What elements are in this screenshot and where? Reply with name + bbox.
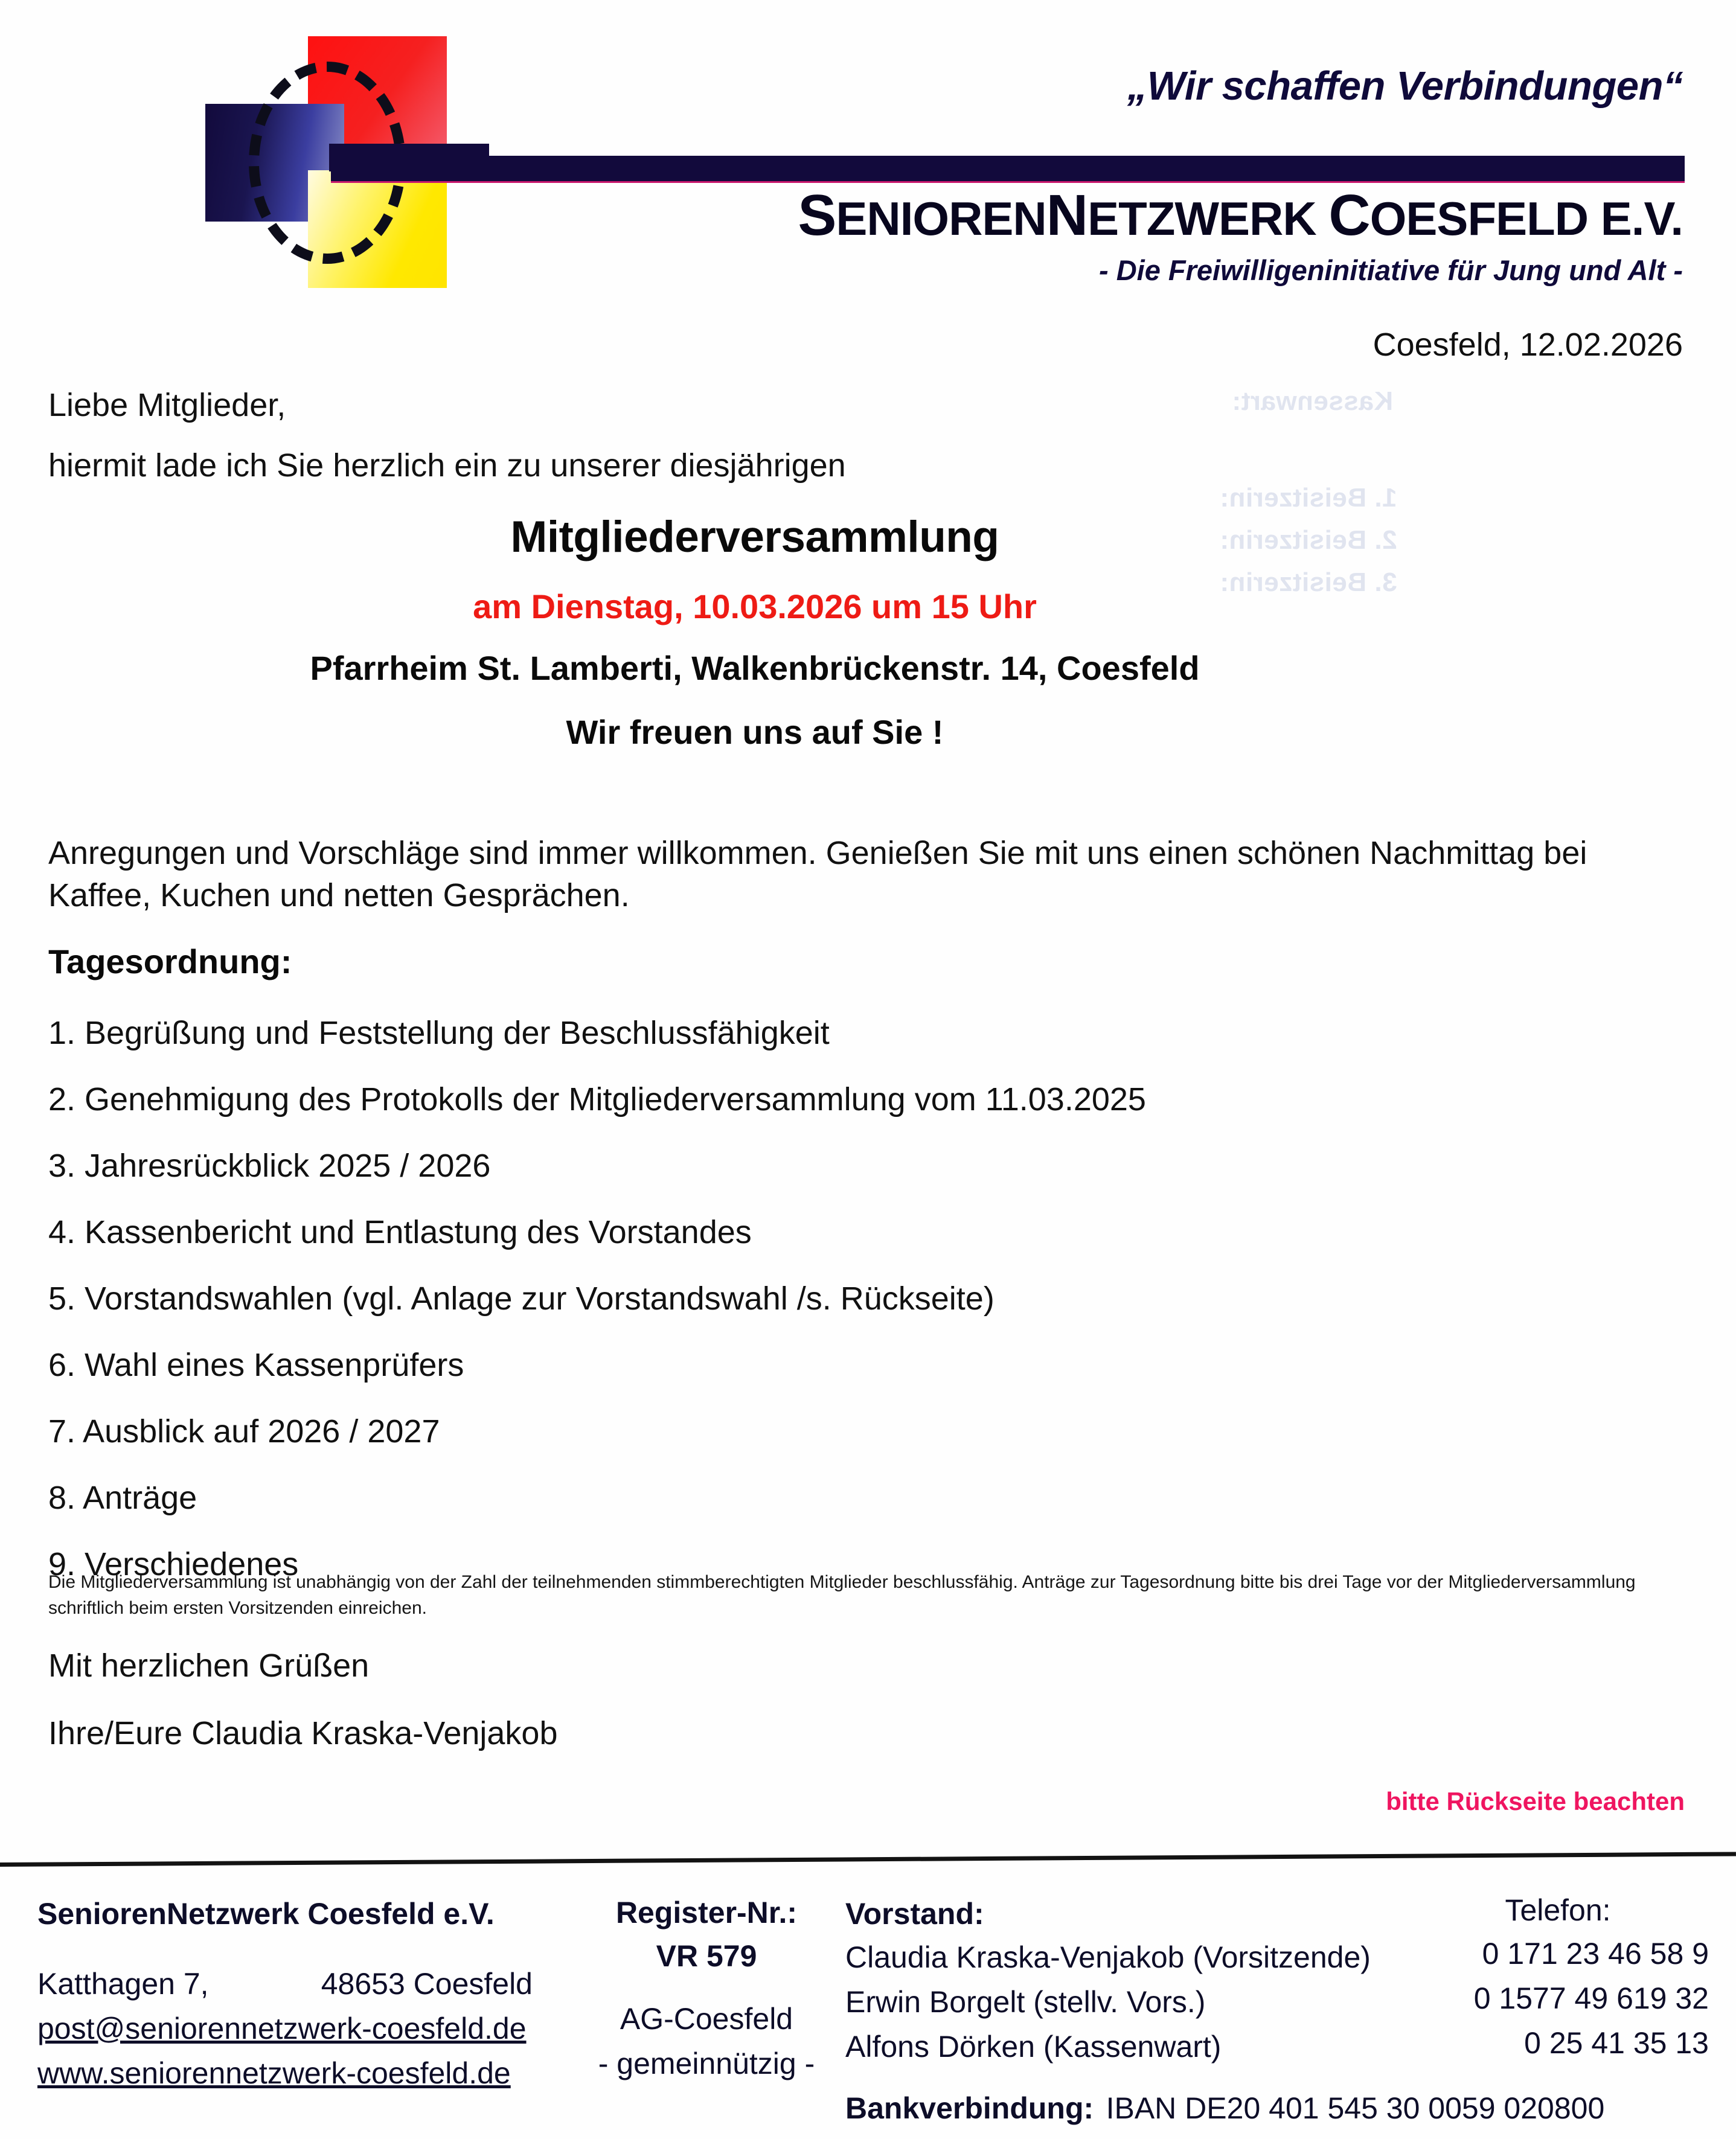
orgname-cap-n: N bbox=[1046, 183, 1088, 248]
footer-city: 48653 Coesfeld bbox=[321, 1967, 533, 2001]
agenda-item-3: 3. Jahresrückblick 2025 / 2026 bbox=[48, 1148, 491, 1184]
agenda-item-2: 2. Genehmigung des Protokolls der Mitgliederversammlung vom 11.03.2025 bbox=[48, 1081, 1146, 1117]
event-datetime: am Dienstag, 10.03.2026 um 15 Uhr bbox=[473, 587, 1037, 625]
footer-board-label: Vorstand: bbox=[845, 1897, 984, 1931]
footer-register-value: VR 579 bbox=[656, 1939, 757, 1973]
footer-phone-2: 0 1577 49 619 32 bbox=[1473, 1981, 1709, 2015]
footer-board-member-2: Erwin Borgelt (stellv. Vors.) bbox=[845, 1985, 1206, 2019]
bleed-through-text-1: Kassenwart: bbox=[1232, 386, 1394, 416]
organization-name bbox=[798, 182, 1683, 249]
orgname-coesfeld-ev: OESFELD E.V. bbox=[1369, 192, 1683, 245]
agenda-item-9: 9. Verschiedenes bbox=[48, 1546, 299, 1582]
footer-board-member-3: Alfons Dörken (Kassenwart) bbox=[845, 2030, 1222, 2064]
footer-email-link[interactable]: post@seniorennetzwerk-coesfeld.de bbox=[37, 2012, 527, 2045]
agenda-item-8: 8. Anträge bbox=[48, 1480, 197, 1516]
orgname-cap-s: S bbox=[798, 183, 836, 248]
footer-org-name: SeniorenNetzwerk Coesfeld e.V. bbox=[37, 1897, 495, 1931]
orgname-senioren: ENIOREN bbox=[836, 192, 1046, 245]
footer bbox=[0, 1875, 1736, 2139]
bleed-through-text-3: 2. Beisitzerin: bbox=[1220, 525, 1397, 555]
footer-nonprofit-note: - gemeinnützig - bbox=[598, 2047, 815, 2080]
agenda-item-6: 6. Wahl eines Kassenprüfers bbox=[48, 1347, 464, 1383]
orgname-cap-c: C bbox=[1328, 183, 1370, 248]
event-welcome-note: Wir freuen uns auf Sie ! bbox=[566, 713, 944, 751]
agenda-item-5: 5. Vorstandswahlen (vgl. Anlage zur Vorstandswahl /s. Rückseite) bbox=[48, 1281, 995, 1317]
bleed-through-text-4: 3. Beisitzerin: bbox=[1220, 568, 1397, 597]
quorum-fine-print: Die Mitgliederversammlung ist unabhängig von der Zahl der teilnehmenden stimmberechtigten Mitglieder beschlussfähig. Anträge zur Tagesordnung bitte bis drei Tage vor der Mitgliederversammlung schriftlich beim ersten Vorsitzenden einreichen. bbox=[48, 1572, 1636, 1618]
agenda-heading: Tagesordnung: bbox=[48, 942, 292, 980]
footer-contact-column bbox=[37, 1896, 533, 2091]
footer-bank-row bbox=[845, 2091, 1604, 2126]
invitation-paragraph: Anregungen und Vorschläge sind immer willkommen. Genießen Sie mit uns einen schönen Nachmittag bei Kaffee, Kuchen und netten Gesprächen. bbox=[48, 835, 1587, 914]
footer-phone-label: Telefon: bbox=[1505, 1893, 1611, 1927]
footer-address-row bbox=[37, 1966, 533, 2001]
salutation: Liebe Mitglieder, bbox=[48, 387, 286, 423]
footer-court: AG-Coesfeld bbox=[620, 2002, 793, 2036]
agenda-item-1: 1. Begrüßung und Feststellung der Beschlussfähigkeit bbox=[48, 1015, 830, 1051]
footer-phone-1: 0 171 23 46 58 9 bbox=[1482, 1937, 1709, 1971]
closing-signature: Ihre/Eure Claudia Kraska-Venjakob bbox=[48, 1715, 558, 1751]
footer-phone-column bbox=[1407, 1893, 1709, 2061]
footer-website-link[interactable]: www.seniorennetzwerk-coesfeld.de bbox=[37, 2056, 511, 2090]
event-title: Mitgliederversammlung bbox=[510, 513, 999, 561]
footer-divider bbox=[0, 1852, 1736, 1867]
closing-greeting: Mit herzlichen Grüßen bbox=[48, 1648, 370, 1684]
footer-bank-label: Bankverbindung: bbox=[845, 2091, 1094, 2125]
footer-register-label: Register-Nr.: bbox=[615, 1896, 798, 1930]
intro-line: hiermit lade ich Sie herzlich ein zu unserer diesjährigen bbox=[48, 447, 846, 484]
backside-notice: bitte Rückseite beachten bbox=[1386, 1787, 1685, 1815]
agenda-item-4: 4. Kassenbericht und Entlastung des Vorstandes bbox=[48, 1214, 752, 1250]
date-line: Coesfeld, 12.02.2026 bbox=[1372, 327, 1683, 363]
footer-phone-3: 0 25 41 35 13 bbox=[1524, 2026, 1709, 2060]
organization-subtitle: - Die Freiwilligeninitiative für Jung und Alt - bbox=[1098, 254, 1683, 286]
footer-board-column bbox=[845, 1896, 1371, 2064]
footer-register-column bbox=[595, 1895, 818, 2081]
agenda-item-7: 7. Ausblick auf 2026 / 2027 bbox=[48, 1413, 440, 1450]
orgname-netzwerk: ETZWERK bbox=[1087, 192, 1316, 245]
footer-street: Katthagen 7, bbox=[37, 1967, 209, 2001]
footer-bank-iban: IBAN DE20 401 545 30 0059 020800 bbox=[1106, 2091, 1605, 2125]
event-location: Pfarrheim St. Lamberti, Walkenbrückenstr. 14, Coesfeld bbox=[310, 649, 1200, 687]
footer-board-member-1: Claudia Kraska-Venjakob (Vorsitzende) bbox=[845, 1940, 1371, 1974]
bleed-through-text-2: 1. Beisitzerin: bbox=[1220, 483, 1397, 513]
organization-slogan: „Wir schaffen Verbindungen“ bbox=[1127, 63, 1683, 109]
header-navy-rule bbox=[331, 156, 1685, 183]
